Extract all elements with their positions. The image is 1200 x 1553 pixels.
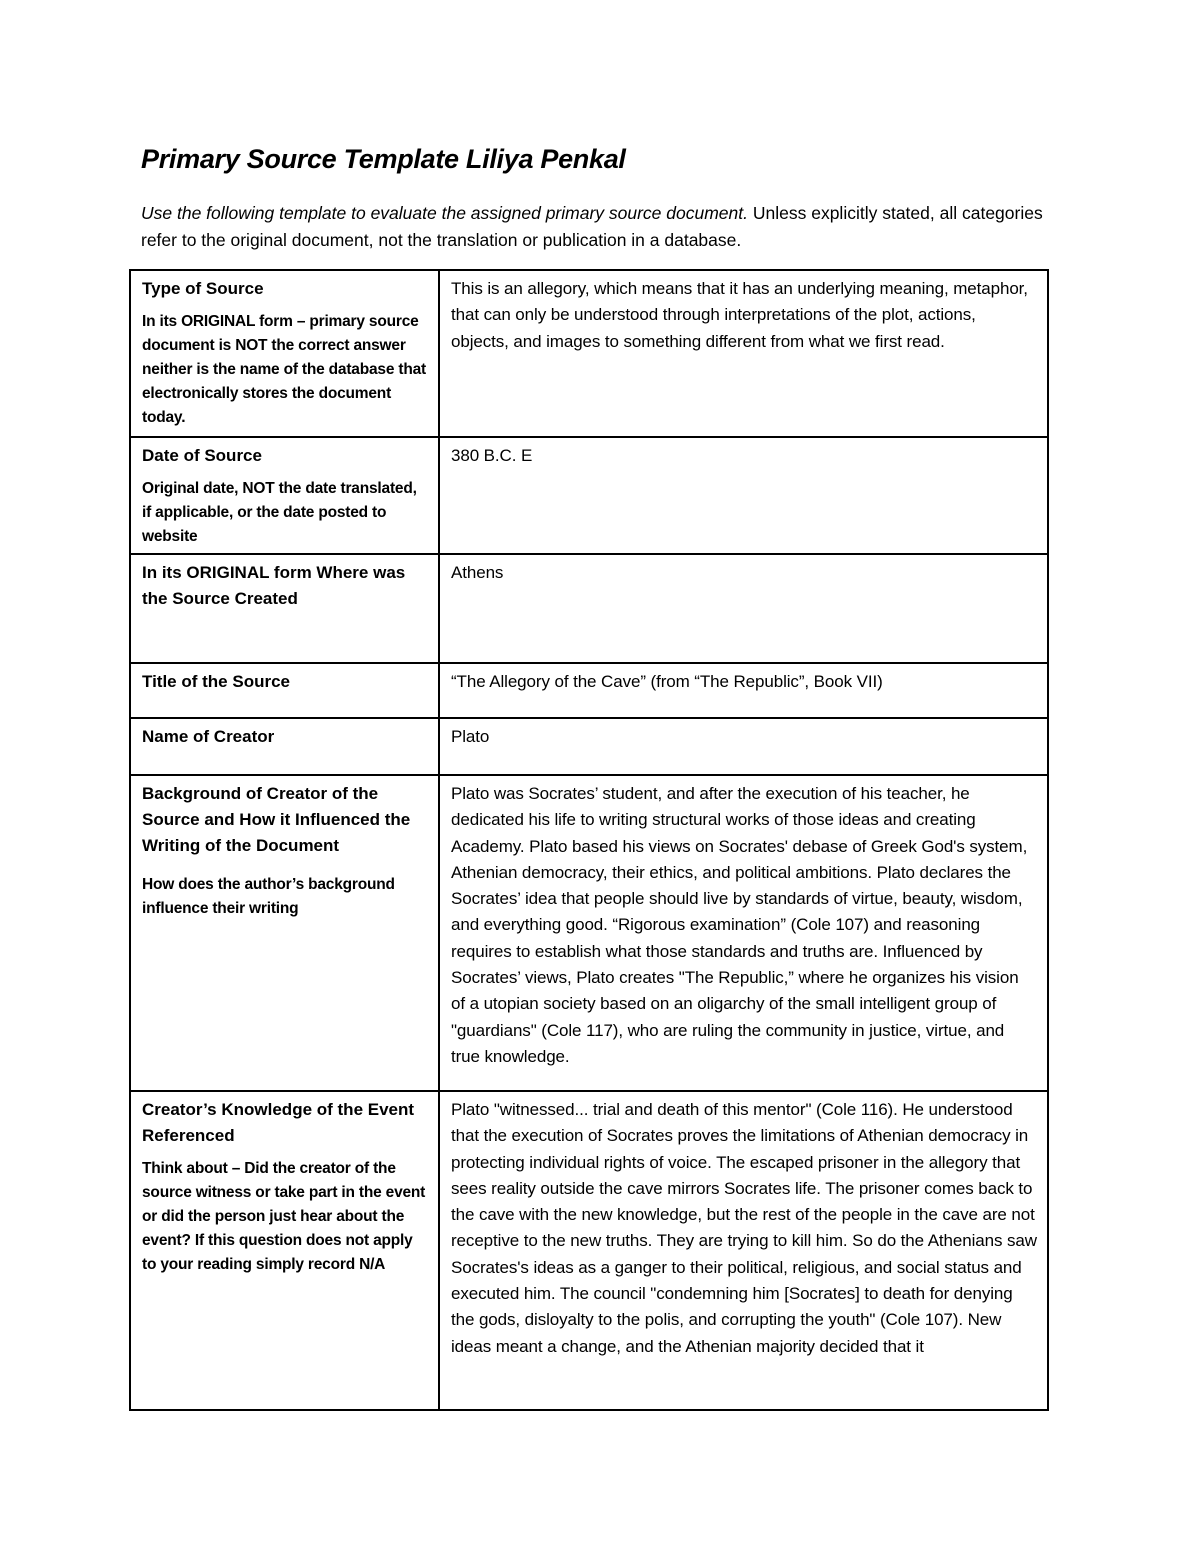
instructions-lead: Use the following template to evaluate the assigned primary source document. — [141, 203, 748, 223]
row-label: Background of Creator of the Source and How it Influenced the Writing of the Document — [142, 784, 411, 855]
answer-cell — [439, 270, 1048, 437]
label-cell — [130, 663, 439, 718]
primary-source-table — [129, 269, 1049, 1411]
row-label: Creator’s Knowledge of the Event Referenced — [142, 1100, 415, 1145]
row-answer: 380 B.C. E — [451, 446, 533, 465]
label-cell — [130, 1091, 439, 1410]
table-row-title-of-source — [130, 663, 1048, 718]
row-answer: This is an allegory, which means that it has an underlying meaning, metaphor, that can only be understood through interpretations of the plot, actions, objects, and images to something different from what we first read. — [451, 279, 1028, 351]
row-hint: Think about – Did the creator of the source witness or take part in the event or did the person just hear about the event? If this question does not apply to your reading simply record N/A — [142, 1160, 426, 1273]
instructions-paragraph — [141, 200, 1056, 254]
row-hint: In its ORIGINAL form – primary source document is NOT the correct answer neither is the name of the database that electronically stores the document today. — [142, 313, 426, 426]
answer-cell — [439, 718, 1048, 775]
answer-cell — [439, 554, 1048, 663]
row-hint: How does the author’s background influence their writing — [142, 876, 395, 917]
row-answer: “The Allegory of the Cave” (from “The Republic”, Book VII) — [451, 672, 883, 691]
row-label: Date of Source — [142, 446, 262, 465]
answer-cell — [439, 775, 1048, 1091]
label-cell — [130, 775, 439, 1091]
row-answer: Athens — [451, 563, 504, 582]
table-row-creator-knowledge — [130, 1091, 1048, 1410]
label-cell — [130, 554, 439, 663]
label-cell — [130, 270, 439, 437]
answer-cell — [439, 437, 1048, 554]
label-cell — [130, 718, 439, 775]
instructions-rest: Unless explicitly stated, all categories refer to the original document, not the translation or publication in a database. — [141, 203, 1043, 250]
row-label: In its ORIGINAL form Where was the Source Created — [142, 563, 406, 608]
table-row-name-of-creator — [130, 718, 1048, 775]
row-answer: Plato — [451, 727, 490, 746]
row-hint: Original date, NOT the date translated, if applicable, or the date posted to website — [142, 480, 417, 545]
answer-cell — [439, 663, 1048, 718]
row-label: Name of Creator — [142, 727, 275, 746]
label-cell — [130, 437, 439, 554]
table-row-type-of-source — [130, 270, 1048, 437]
answer-cell — [439, 1091, 1048, 1410]
row-label: Type of Source — [142, 279, 264, 298]
row-answer: Plato "witnessed... trial and death of this mentor" (Cole 116). He understood that the execution of Socrates proves the limitations of Athenian democracy in protecting individual rights of voice. The escaped prisoner in the allegory that sees reality outside the cave mirrors Socrates life. The prisoner comes back to the cave with the new knowledge, but the rest of the people in the cave are not receptive to the new truths. They are trying to kill him. So do the Athenians saw Socrates's ideas as a ganger to their political, religious, and social status and executed him. The council "condemning him [Socrates] to death for denying the gods, disloyalty to the polis, and corrupting the youth" (Cole 107). New ideas meant a change, and the Athenian majority decided that it — [451, 1100, 1037, 1356]
table-row-place-created — [130, 554, 1048, 663]
table-row-date-of-source — [130, 437, 1048, 554]
page-title: Primary Source Template Liliya Penkal — [141, 144, 626, 174]
table-row-creator-background — [130, 775, 1048, 1091]
row-answer: Plato was Socrates’ student, and after the execution of his teacher, he dedicated his life to writing structural works of those ideas and creating Academy. Plato based his views on Socrates' debase of Greek God's system, Athenian democracy, their ethics, and political ambitions. Plato declares the Socrates’ idea that people should live by standards of virtue, beauty, wisdom, and everything good. “Rigorous examination” (Cole 107) and reasoning requires to establish what those standards and truths are. Influenced by Socrates’ views, Plato creates "The Republic,” where he organizes his vision of a utopian society based on an oligarchy of the small intelligent group of "guardians" (Cole 117), who are ruling the community in justice, virtue, and true knowledge. — [451, 784, 1028, 1066]
row-label: Title of the Source — [142, 672, 290, 691]
